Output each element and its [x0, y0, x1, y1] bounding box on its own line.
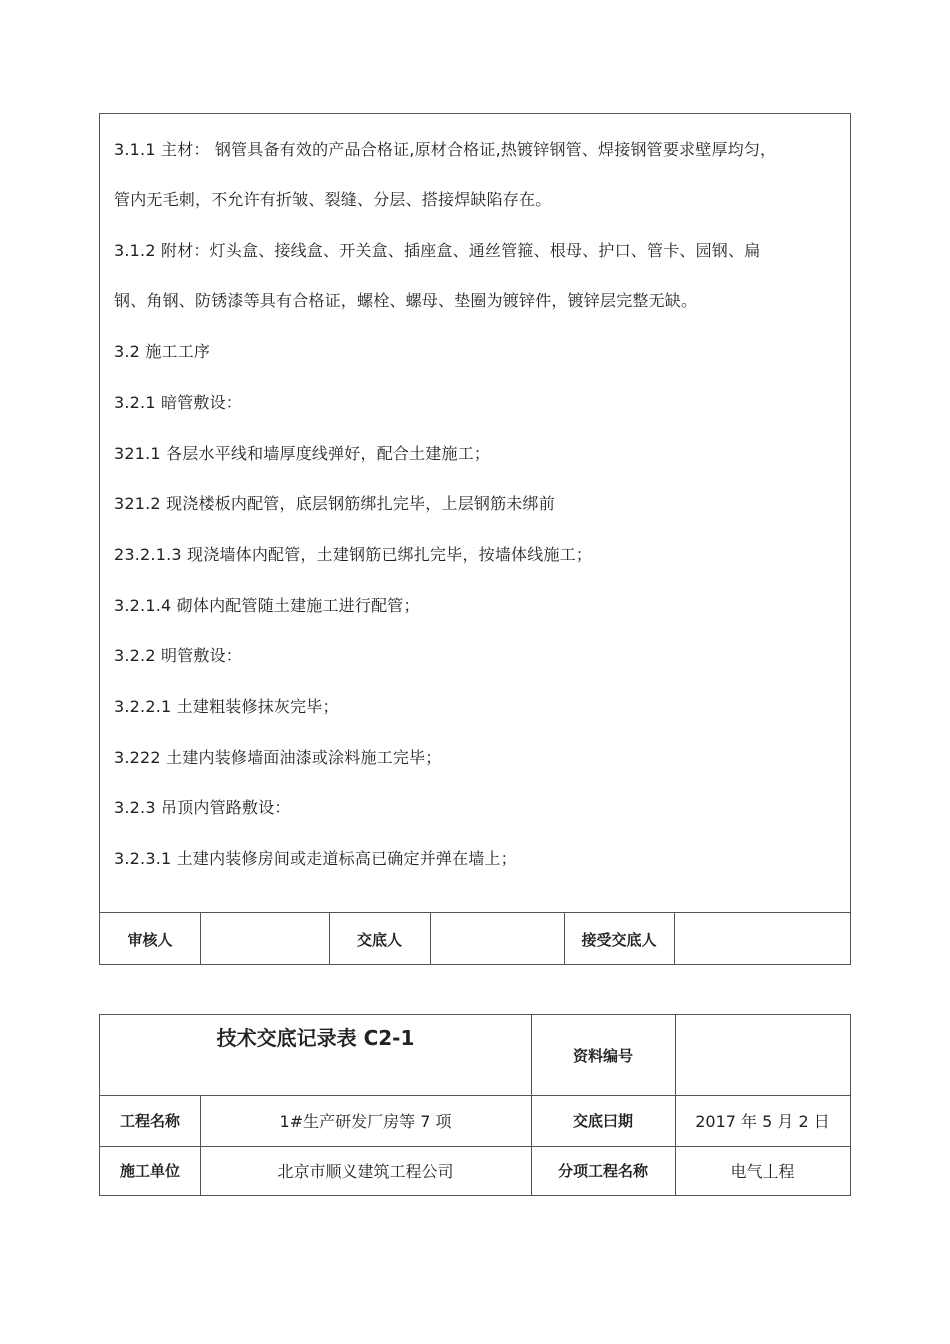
paragraph: 钢、角钢、防锈漆等具有合格证，螺栓、螺母、垫圈为镀锌件，镀锌层完整无缺。: [114, 291, 698, 310]
subproject-label: 分项工程名称: [557, 1162, 648, 1180]
paragraph: 321.2 现浇楼板内配管，底层钢筋绑扎完毕，上层钢筋未绑前: [114, 494, 555, 513]
doc-no-field[interactable]: [675, 1015, 850, 1095]
paragraph: 3.2.2 明管敷设：: [114, 646, 242, 665]
doc-no-label: 资料编号: [572, 1046, 633, 1065]
construction-content-box: [99, 113, 851, 965]
paragraph: 3.1.2 附材：灯头盒、接线盒、开关盒、插座盒、通丝管箍、根母、护口、管卡、园钢、扁: [114, 241, 761, 260]
unit-label: 施工单位: [119, 1162, 180, 1180]
paragraph: 23.2.1.3 现浇墙体内配管，土建钢筋已绑扎完毕，按墙体线施工；: [114, 545, 593, 564]
signature-row: [100, 912, 850, 965]
presenter-field[interactable]: [430, 913, 564, 965]
record-title: 技术交底记录表 C2-1: [216, 1025, 415, 1050]
record-header-table: [99, 1014, 851, 1196]
project-value: 1#生产研发厂房等 7 项: [279, 1112, 452, 1131]
reviewer-label: 审核人: [127, 930, 173, 949]
paragraph: 321.1 各层水平线和墙厚度线弹好，配合土建施工；: [114, 444, 491, 463]
subproject-value: 电气丄程: [730, 1162, 795, 1181]
reviewer-field[interactable]: [200, 913, 329, 965]
paragraph: 3.2.2.1 土建粗装修抹灰完毕；: [114, 697, 339, 716]
paragraph: 3.2.1.4 砌体内配管随土建施工进行配管；: [114, 596, 420, 615]
presenter-label: 交底人: [356, 930, 402, 949]
receiver-field[interactable]: [674, 913, 850, 965]
paragraph: 3.2 施工工序: [114, 342, 211, 361]
paragraph: 3.222 土建内装修墙面油漆或涂料施工完毕；: [114, 748, 442, 767]
paragraph: 3.2.3 吊顶内管路敷设：: [114, 798, 291, 817]
project-label: 工程名称: [119, 1112, 180, 1130]
unit-value: 北京市顺义建筑工程公司: [277, 1162, 454, 1181]
paragraph: 3.2.1 暗管敷设：: [114, 393, 242, 412]
paragraph: 管内无毛刺，不允许有折皱、裂缝、分层、搭接焊缺陷存在。: [114, 190, 552, 209]
date-label: 交底曰期: [572, 1112, 633, 1130]
paragraph: 3.2.3.1 土建内装修房间或走道标高已确定并弹在墙上；: [114, 849, 517, 868]
paragraph: 3.1.1 主材： 钢管具备有效的产品合格证,原材合格证,热镀锌钢管、焊接钢管要求壁厚均匀，: [114, 140, 777, 159]
receiver-label: 接受交底人: [581, 930, 657, 949]
date-value: 2017 年 5 月 2 日: [695, 1112, 830, 1131]
